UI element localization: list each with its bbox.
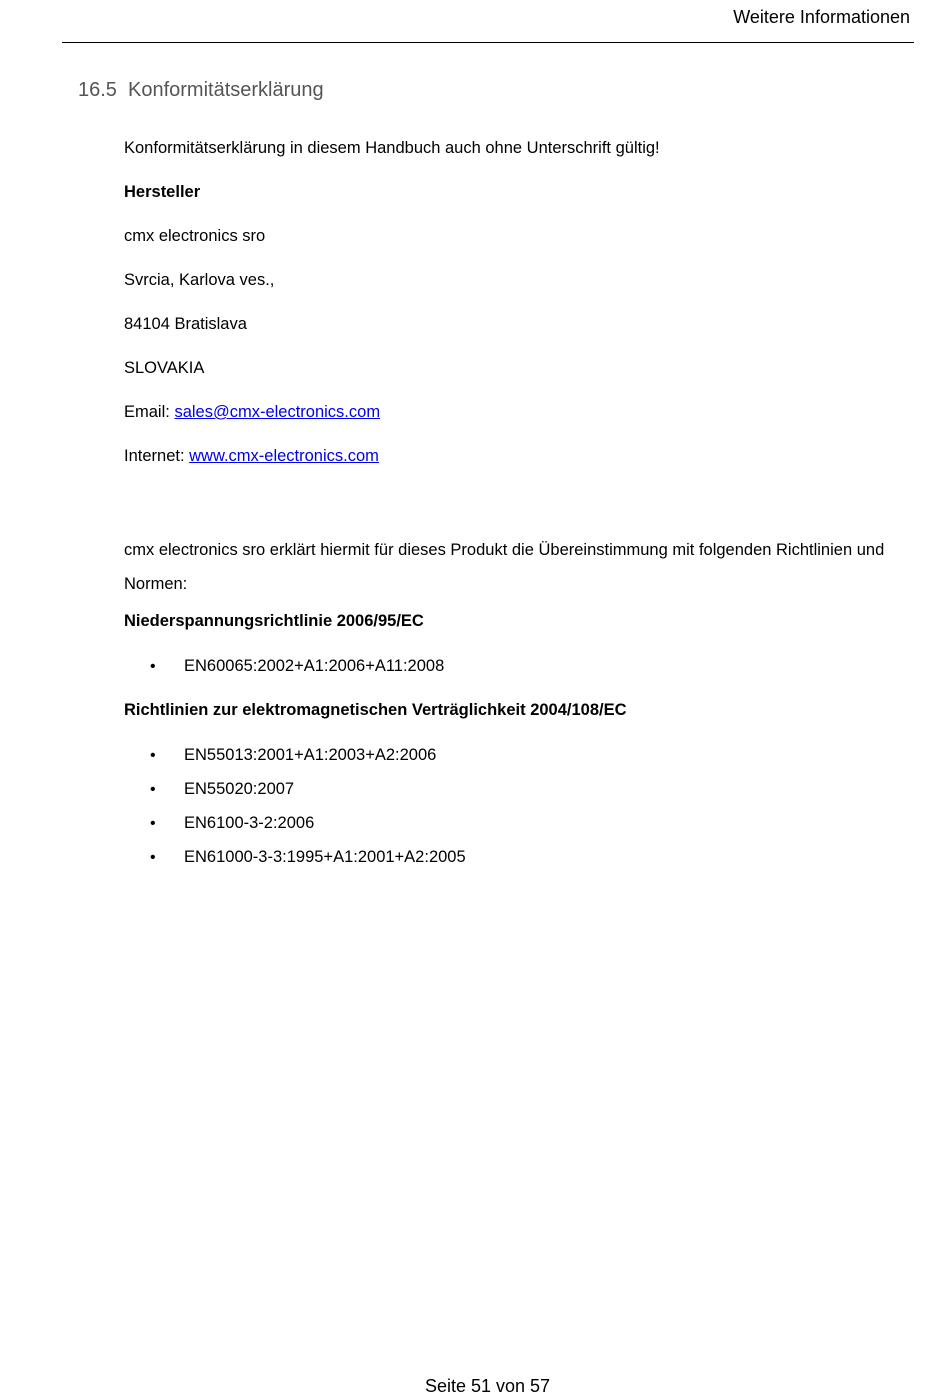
manufacturer-heading: Hersteller (124, 183, 201, 201)
list-item (150, 778, 294, 801)
section-heading (78, 76, 324, 104)
bullet-icon: • (150, 658, 156, 675)
internet-label: Internet: (124, 447, 190, 465)
bullet-icon: • (150, 781, 156, 798)
manufacturer-street: Svrcia, Karlova ves., (124, 271, 275, 289)
list-item (150, 846, 466, 869)
intro-text: Konformitätserklärung in diesem Handbuch auch ohne Unterschrift gültig! (124, 139, 660, 157)
header-divider (62, 42, 914, 43)
page-number-footer: Seite 51 von 57 (424, 1376, 551, 1396)
bullet-icon: • (150, 815, 156, 832)
manufacturer-name: cmx electronics sro (124, 227, 266, 245)
email-line (124, 401, 380, 423)
directive-heading-emc: Richtlinien zur elektromagnetischen Verträglichkeit 2004/108/EC (124, 701, 627, 719)
standard-label: EN60065:2002+A1:2006+A11:2008 (184, 657, 445, 675)
standard-label: EN55020:2007 (184, 780, 295, 798)
internet-line (124, 445, 379, 467)
list-item (150, 812, 314, 835)
section-number: 16.5 (78, 79, 117, 101)
standard-label: EN6100-3-2:2006 (184, 814, 315, 832)
email-link[interactable]: sales@cmx-electronics.com (174, 403, 381, 421)
bullet-icon: • (150, 849, 156, 866)
list-item (150, 744, 436, 767)
manufacturer-city: 84104 Bratislava (124, 315, 247, 333)
bullet-icon: • (150, 747, 156, 764)
standard-label: EN55013:2001+A1:2003+A2:2006 (184, 746, 437, 764)
manufacturer-country: SLOVAKIA (124, 359, 205, 377)
directive-heading-low-voltage: Niederspannungsrichtlinie 2006/95/EC (124, 612, 424, 630)
email-label: Email: (124, 403, 175, 421)
section-title: Konformitätserklärung (128, 79, 324, 101)
list-item (150, 655, 444, 678)
declaration-text: cmx electronics sro erklärt hiermit für dieses Produkt die Übereinstimmung mit folgenden Richtlinien und Normen: (124, 541, 885, 593)
running-header: Weitere Informationen (733, 7, 910, 27)
internet-link[interactable]: www.cmx-electronics.com (189, 447, 379, 465)
standard-label: EN61000-3-3:1995+A1:2001+A2:2005 (184, 848, 466, 866)
